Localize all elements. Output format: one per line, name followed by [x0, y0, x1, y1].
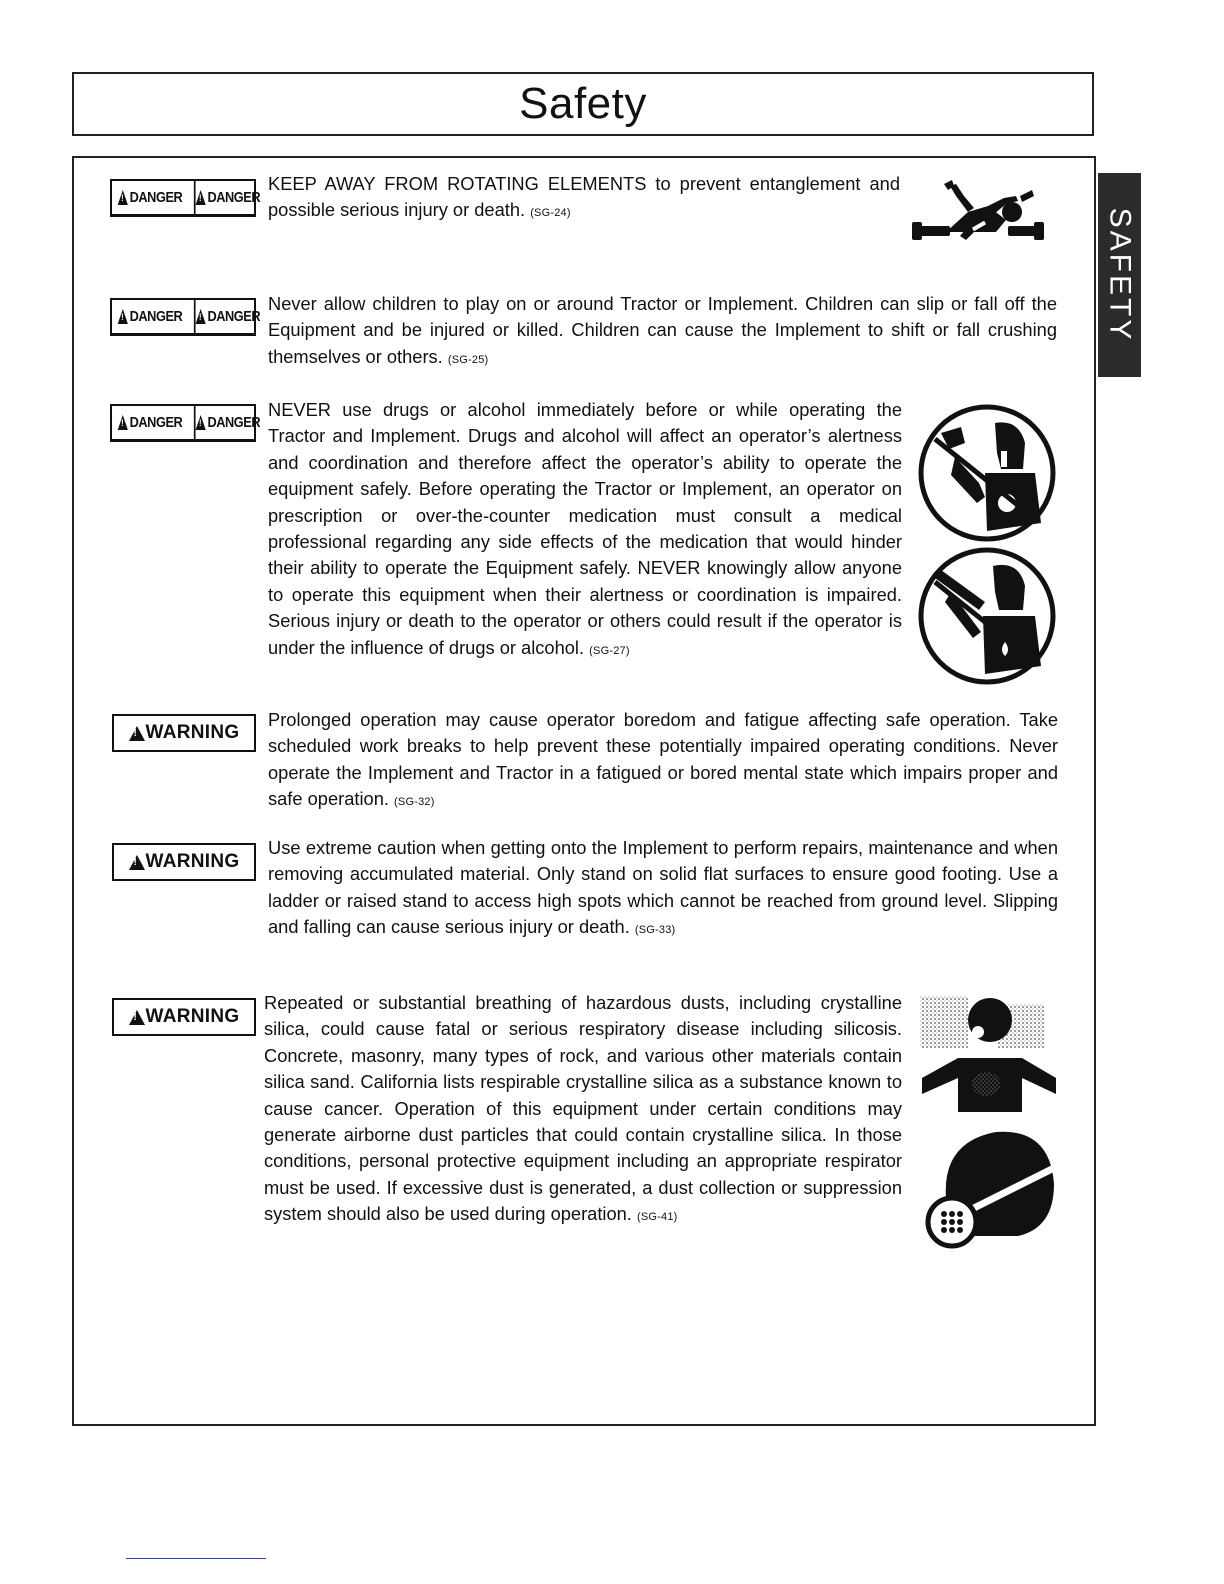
safety-code: (SG-33)	[634, 924, 676, 937]
safety-code: (SG-32)	[394, 796, 435, 809]
warning-triangle-icon	[196, 190, 206, 205]
danger-badge: ! DANGER	[118, 300, 183, 333]
safety-code: (SG-27)	[589, 644, 630, 657]
danger-badge-pair	[110, 404, 261, 442]
no-alcohol-icon	[915, 546, 1059, 686]
safety-message-sg41: Repeated or substantial breathing of hazardous dusts, including crystalline silica, could cause fatal or serious respiratory disease including silicosis. Concrete, masonry, many types of rock, and various other materials contain silica sand. California lists respirable crystalline silica as a substance known to cause cancer. Operation of this equipment under certain conditions may generate airborne dust particles that could contain crystalline silica. In those conditions, personal protective equipment including an appropriate respirator must be used. If excessive dust is generated, a dust collection or suppression system should also be used during operation. (SG-41)	[264, 992, 902, 1225]
respirator-icon	[922, 1128, 1058, 1250]
page-title: Safety	[519, 79, 647, 128]
warning-badge: ! WARNING	[112, 843, 256, 881]
warning-badge: ! WARNING	[112, 998, 256, 1036]
safety-message-sg25: Never allow children to play on or around Tractor or Implement. Children can slip or fall off the Equipment and be injured or killed. Children can cause the Implement to shift or fall crushing themselves or others. (SG-25)	[268, 293, 1057, 367]
danger-badge-pair	[110, 179, 261, 217]
danger-badge-pair	[110, 298, 261, 336]
entanglement-icon	[908, 176, 1050, 248]
warning-triangle-icon	[118, 309, 128, 324]
danger-badge: ! DANGER	[194, 181, 260, 214]
warning-triangle-icon	[118, 415, 128, 430]
no-drugs-icon	[915, 403, 1059, 543]
safety-message-sg33: Use extreme caution when getting onto the Implement to perform repairs, maintenance and when removing accumulated material. Only stand on solid flat surfaces to ensure good footing. Use a ladder or raised stand to access high spots which cannot be reached from ground level. Slipping and falling can cause serious injury or death. (SG-33)	[268, 837, 1058, 938]
footer-rule	[126, 1558, 266, 1559]
safety-message-sg32: Prolonged operation may cause operator boredom and fatigue affecting safe operation. Take scheduled work breaks to help prevent these potentially impaired operating conditions. Never operate the Implement and Tractor in a fatigued or bored mental state which impairs proper and safe operation. (SG-32)	[268, 709, 1058, 810]
warning-triangle-icon	[118, 190, 128, 205]
side-tab-label: SAFETY	[1103, 207, 1137, 343]
danger-badge: ! DANGER	[194, 300, 260, 333]
warning-triangle-icon	[196, 309, 206, 324]
safety-message-sg24: KEEP AWAY FROM ROTATING ELEMENTS to prevent entanglement and possible serious injury or death. (SG-24)	[268, 173, 900, 221]
safety-message-sg27: NEVER use drugs or alcohol immediately before or while operating the Tractor and Implement. Drugs and alcohol will affect an operator’s alertness and coordination and therefore affect the operator’s ability to operate the equipment safely. Before operating the Tractor or Implement, an operator on prescription or over-the-counter medication must consult a medical professional regarding any side effects of the medication that would hinder their ability to operate the Equipment safely. NEVER knowingly allow anyone to operate this equipment when their alertness or coordination is impaired. Serious injury or death to the operator or others could result if the operator is under the influence of drugs or alcohol. (SG-27)	[268, 399, 902, 658]
danger-badge: ! DANGER	[118, 181, 183, 214]
safety-code: (SG-25)	[447, 353, 489, 366]
page-title-box	[72, 72, 1094, 136]
warning-triangle-icon	[196, 415, 206, 430]
warning-badge: ! WARNING	[112, 714, 256, 752]
section-side-tab	[1098, 173, 1141, 377]
warning-triangle-icon	[129, 1010, 145, 1025]
safety-code: (SG-41)	[636, 1211, 678, 1224]
danger-badge: ! DANGER	[118, 406, 183, 439]
dust-inhalation-icon	[918, 994, 1058, 1112]
warning-triangle-icon	[129, 855, 145, 870]
safety-code: (SG-24)	[530, 207, 571, 220]
warning-triangle-icon	[129, 726, 145, 741]
danger-badge: ! DANGER	[194, 406, 260, 439]
